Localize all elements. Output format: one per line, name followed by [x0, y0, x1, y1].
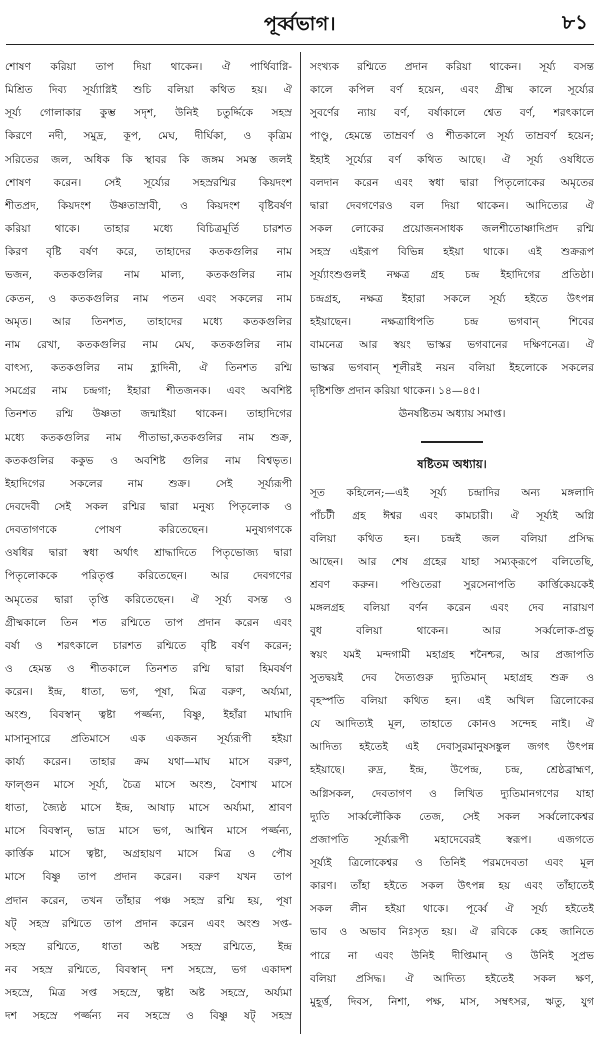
text-line: করেন। ইন্দ্র, ধাতা, ভগ, পূষা, মিত্র বরুণ, অর্য্যমা,	[5, 686, 292, 699]
text-line: সহস্র রশ্মিতে, ধাতা অষ্ট সহস্র রশ্মিতে, ইন্দ্র	[5, 940, 292, 953]
text-line: বলদান করেন এবং স্বধা দ্বারা পিতৃলোকের অমৃতের	[310, 176, 594, 189]
text-line: ষট্ সহস্র রশ্মিতে তাপ প্রদান করেন এবং অংশু সপ্ত-	[5, 917, 292, 930]
text-line: কেতন, ও কতকগুলির নাম পতন এবং সকলের নাম	[5, 292, 292, 305]
text-line: মাসানুসারে প্রতিমাসে এক একজন সূর্য্যরূপী হইয়া	[5, 732, 292, 745]
text-line: দেবতাগণকে পোষণ করিতেছেন। মনুষ্যগণকে	[5, 524, 292, 537]
text-line: পাঁচটী গ্রহ ঈশ্বর এবং কামচারী। ঐ সূর্য্যই অগ্নি	[310, 509, 594, 522]
text-line: শীতপ্রদ, কিয়দংশ উষ্ণতাস্রাবী, ও কিয়দংশ বৃষ্টিবর্ষণ	[5, 199, 292, 212]
text-line: ওষধির দ্বারা স্বধা অর্থাৎ শ্রাদ্ধাদিতে পিতৃভোজ্য দ্বারা	[5, 547, 292, 560]
text-line: গ্রীষ্মকালে তিন শত রশ্মিতে তাপ প্রদান করেন এবং	[5, 616, 292, 629]
page-header	[0, 6, 600, 40]
text-line: কার্ত্তিক মাসে ত্বষ্টা, অগ্রহায়ণ মাসে মিত্র ও পৌষ	[5, 848, 292, 861]
text-line: সকল লীন হইয়া থাকে। পূর্ব্বে ঐ সূর্য্য হইতেই	[310, 903, 594, 916]
text-line: নব সহস্র রশ্মিতে, বিবস্বান্ দশ সহস্রে, ভগ একাদশ	[5, 964, 292, 977]
section-separator	[421, 441, 483, 443]
text-line: কিরণে নদী, সমুদ্র, কূপ, মেঘ, দীর্ঘিকা, ও কৃত্রিম	[5, 130, 292, 143]
chapter-heading: ষষ্টিতম অধ্যায়।	[417, 456, 487, 471]
text-line: চন্দ্রগ্রহ, নক্ষত্র ইহারা সকলে সূর্য্য হইতে উৎপন্ন	[310, 292, 594, 305]
text-line: তিনশত রশ্মি উষ্ণতা জন্মাইয়া থাকেন। তাহাদিগের	[5, 408, 292, 421]
text-line: সুতদ্বয়ই দেব দৈত্যগুরু দ্যুতিমান্ মহাগ্রহ শুক্র ও	[310, 671, 594, 684]
text-line: আদিত্য হইতেই এই দেবাসুরমানুষসঙ্কুল জগৎ উৎপন্ন	[310, 741, 594, 754]
text-line: দেবদেবী সেই সকল রশ্মির দ্বারা মনুষ্য পিতৃলোক ও	[5, 500, 292, 513]
text-line: কারণ। তাঁহা হইতে সকল উৎপন্ন হয় এবং তাঁহাতেই	[310, 880, 594, 893]
text-line: কতকগুলির ককুভ ও অবশিষ্ট গুলির নাম বিশ্বভৃত।	[5, 454, 292, 467]
text-line: অংশু, বিবস্বান্ ত্বষ্টা পর্জ্জন্য, বিষ্ণু, ইহাঁরা মাঘাদি	[5, 709, 292, 722]
right-column	[310, 56, 594, 1036]
text-line: করিয়া থাকে। তাহার মধ্যে বিচিত্রমূর্তি চারশত	[5, 223, 292, 236]
text-line: মাসে বিষ্ণু তাপ প্রদান করেন। বরুণ যখন তাপ	[5, 871, 292, 884]
text-line: সহস্র এইরূপ বিভিন্ন হইয়া থাকে। এই শুক্ররূপ	[310, 246, 594, 259]
text-line: দৃষ্টিশক্তি প্রদান করিয়া থাকেন। ১৪—৪৫।	[310, 385, 481, 398]
text-line: যে আদিত্যই মূল, তাহাতে কোনও সন্দেহ নাই। ঐ	[310, 718, 594, 731]
text-line: দ্যুতি সার্ব্বলৌকিক তেজ, সেই সকল সর্ব্বলোকেশ্বর	[310, 810, 594, 823]
text-line: অমৃতের দ্বারা তৃপ্তি করিতেছেন। ঐ সূর্য্য বসন্ত ও	[5, 593, 292, 606]
text-line: সূর্য্যই ত্রিলোকেশ্বর ও তিনিই পরমদেবতা এবং মূল	[310, 857, 594, 869]
text-line: পাণ্ডু, হেমন্তে তাম্রবর্ণ ও শীতকালে সূর্য্য তাম্রবর্ণ হয়েন;	[310, 130, 594, 143]
text-line: ভজন, কতকগুলির নাম মাল্য, কতকগুলির নাম	[5, 269, 292, 282]
text-line: হইয়াছেন। নক্ষত্রাধিপতি চন্দ্র ভগবান্ শিবের	[310, 315, 594, 328]
text-line: বুধ বলিয়া থাকেন। আর সর্ব্বলোক-প্রভু	[310, 625, 594, 638]
text-line: দশ সহস্রে পর্জ্জন্য নব সহস্রে ও বিষ্ণু ষট্ সহস্র	[5, 1010, 292, 1023]
text-line: প্রজাপতি সূর্য্যরূপী মহাদেবেরই স্বরূপ। এজগতে	[310, 833, 594, 846]
text-line: প্রদান করেন, তখন তাঁহার পঞ্চ সহস্র রশ্মি হয়, পূষা	[5, 894, 292, 907]
text-line: ইহাই সূর্য্যের বর্ণ কথিত আছে। ঐ সূর্য্য ওষধিতে	[310, 153, 594, 166]
text-line: সূর্য্যাংশুগুলই নক্ষত্র গ্রহ চন্দ্র ইহাদিগের প্রতিষ্ঠা।	[310, 269, 594, 282]
text-line: শ্রবণ করুন। পণ্ডিতেরা সুরসেনাপতি কার্ত্তিকেয়কেই	[310, 579, 594, 592]
text-line: অমৃত। আর তিনশত, তাহাদের মধ্যে কতকগুলির	[5, 315, 292, 328]
text-line: সুবর্ণের ন্যায় বর্ণ, বর্ষাকালে শ্বেত বর্ণ, শরৎকালে	[310, 107, 594, 120]
text-line: হইয়াছে। রুদ্র, ইন্দ্র, উপেন্দ্র, চন্দ্র, শ্রেষ্ঠব্রাহ্মণ,	[310, 764, 594, 777]
text-line: সরিতের জল, অধিক কি স্থাবর কি জঙ্গম সমস্ত জলই	[5, 153, 292, 166]
text-line: কালে কপিল বর্ণ হয়েন, এবং গ্রীষ্ম কালে সূর্য্যের	[310, 84, 594, 97]
text-line: সূত কহিলেন;—এই সূর্য্য চন্দ্রাদির অন্য মঙ্গলাদি	[310, 486, 594, 499]
text-line: মঙ্গলগ্রহ বলিয়া বর্ণন করেন এবং দেব নারায়ণ	[310, 602, 594, 615]
text-line: পারে না এবং উনিই দীপ্তিমান্ ও উনিই সুপ্রভ	[310, 949, 594, 962]
text-line: সংখ্যক রশ্মিতে প্রদান করিয়া থাকেন। সূর্য্য বসন্ত	[310, 61, 594, 73]
text-line: সূর্য্য গোলাকার কুম্ভ সদৃশ, উনিই চতুর্দ্দিকে সহস্র	[5, 107, 292, 120]
text-line: শোষণ করিয়া তাপ দিয়া থাকেন। ঐ পার্থিবাগ্নি-	[5, 61, 292, 73]
text-line: সহস্রে, মিত্র সপ্ত সহস্রে, ত্বষ্টা অষ্ট সহস্রে, অর্য্যমা	[5, 987, 292, 1000]
text-line: ভাস্কর ভগবান্ শূলীরই নয়ন বলিয়া ইহলোকে সকলের	[310, 362, 594, 375]
text-line: ইহাদিগের সকলের নাম শুক্র। সেই সূর্য্যরূপী	[5, 477, 292, 490]
text-line: ধাতা, জ্যৈষ্ঠ মাসে ইন্দ্র, আষাঢ় মাসে অর্য্যমা, শ্রাবণ	[5, 802, 292, 814]
text-line: বাৎস্য, কতকগুলির নাম হ্লাদিনী, ঐ তিনশত রশ্মি	[5, 362, 292, 375]
text-line: পিতৃলোককে পরিতৃপ্ত করিতেছেন। আর দেবগণের	[5, 570, 292, 583]
text-line: কিরণ বৃষ্টি বর্ষণ করে, তাহাদের কতকগুলির নাম	[5, 246, 292, 259]
text-line: বৃহস্পতি বলিয়া কথিত হন। এই অখিল ত্রিলোকের	[310, 694, 594, 707]
text-line: শোষণ করেন। সেই সূর্য্যের সহস্ররশ্মির কিয়দংশ	[5, 176, 292, 189]
text-line: বলিয়া প্রসিদ্ধ। ঐ আদিত্য হইতেই সকল ক্ষণ,	[310, 972, 594, 985]
text-line: স্বয়ং যমই মন্দগামী মহাগ্রহ শনৈশ্চর, আর প্রজাপতি	[310, 648, 594, 661]
text-line: অগ্নিসকল, দেবতাগণ ও লিখিত দ্যুতিমানগণের যাহা	[310, 787, 594, 800]
text-line: নাম রেখা, কতকগুলির নাম মেঘ, কতকগুলির নাম	[5, 338, 292, 351]
page-number: ৮১	[562, 10, 588, 34]
chapter-end-note: ঊনষষ্টিতম অধ্যায় সমাপ্ত।	[398, 408, 506, 421]
text-line: আছেন। আর শেষ গ্রহের যাহা সম্যক্‌রূপে বলিতেছি,	[310, 555, 594, 568]
text-line: ভাব ও অভাব নিঃসৃত হয়। ঐ রবিকে কেহ জানিতে	[310, 926, 594, 939]
text-line: বামনেত্র আর স্বয়ং ভাস্কর ভগবানের দক্ষিণনেত্র। ঐ	[310, 338, 594, 351]
text-line: মুহূর্ত্ত, দিবস, নিশা, পক্ষ, মাস, সম্বৎসর, ঋতু, যুগ	[310, 995, 594, 1008]
page-title: পূর্ব্বভাগ।	[263, 13, 336, 35]
text-line: মাসে বিবস্বান্, ভাদ্র মাসে ভগ, আশ্বিন মাসে পর্জ্জন্য,	[5, 825, 292, 838]
text-line: বলিয়া কথিত হন। চন্দ্রই জল বলিয়া প্রসিদ্ধ	[310, 532, 594, 545]
text-line: কার্য্য করেন। তাহার ক্রম যথা—মাঘ মাসে বরুণ,	[5, 755, 292, 768]
text-line: মিশ্রিত দিব্য সূর্য্যাগ্নিই শুচি বলিয়া কথিত হয়। ঐ	[5, 84, 292, 97]
text-line: ও হেমন্ত ও শীতকালে তিনশত রশ্মি দ্বারা হিমবর্ষণ	[5, 663, 292, 676]
text-line: মধ্যে কতকগুলির নাম পীতাভা,কতকগুলির নাম শুক্র,	[5, 431, 292, 444]
left-column	[5, 56, 292, 1036]
text-line: সমগ্রের নাম চন্দ্রগা; ইহারা শীতজনক। এবং অবশিষ্ট	[5, 385, 292, 398]
header-rule	[6, 44, 594, 45]
text-line: বর্ষা ও শরৎকালে চারশত রশ্মিতে বৃষ্টি বর্ষণ করেন;	[5, 639, 292, 652]
text-line: দ্বারা দেবগণেরও বল দিয়া থাকেন। আদিত্যের ঐ	[310, 199, 594, 212]
column-divider	[300, 52, 301, 1034]
text-line: সকল লোকের প্রয়োজনসাধক জলশীতোষ্ণাদিপ্রদ রশ্মি	[310, 223, 594, 236]
text-line: ফাল্গুন মাসে সূর্য্য, চৈত্র মাসে অংশু, বৈশাখ মাসে	[5, 778, 292, 791]
